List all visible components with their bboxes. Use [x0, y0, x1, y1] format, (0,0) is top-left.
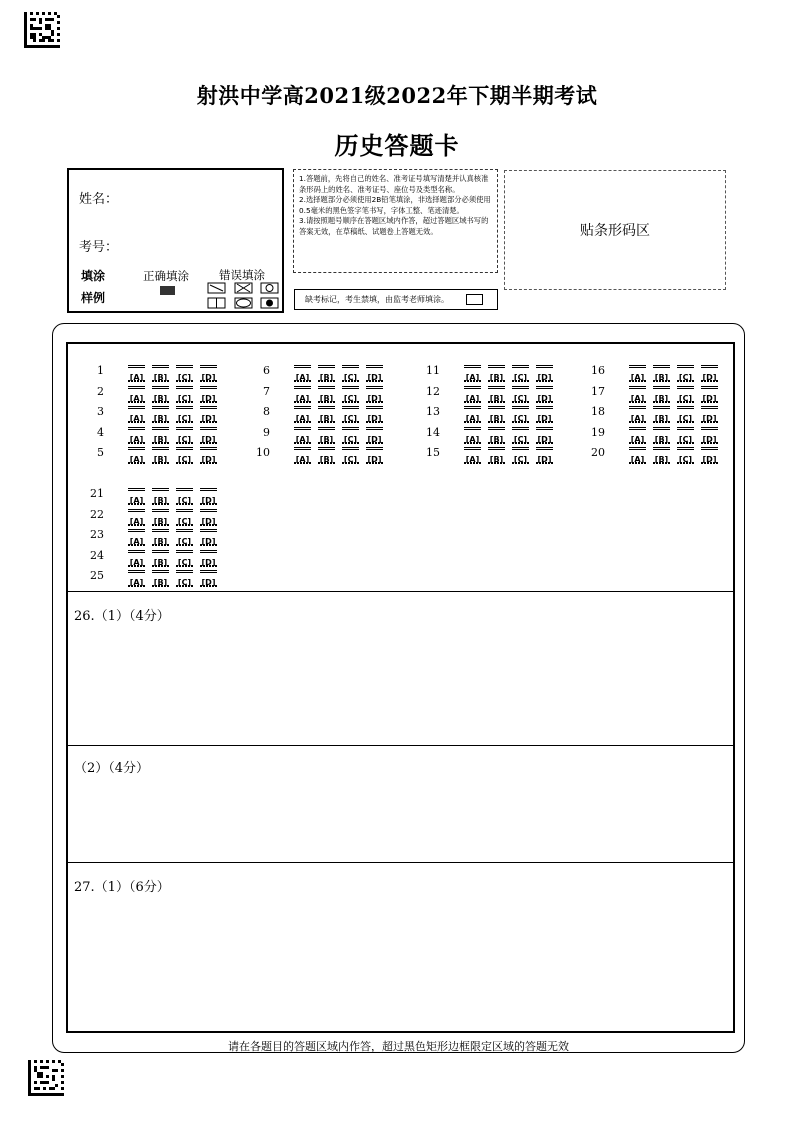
choice-bubble-c[interactable]: [C] — [512, 386, 529, 403]
choice-bubble-d[interactable]: [D] — [200, 427, 217, 444]
choice-bubble-c[interactable]: [C] — [176, 488, 193, 505]
name-label: 姓名： — [79, 192, 119, 207]
choice-bubble-d[interactable]: [D] — [366, 447, 383, 464]
section-divider — [67, 862, 734, 863]
choice-bubble-c[interactable]: [C] — [176, 529, 193, 546]
absent-mark-checkbox[interactable] — [466, 294, 483, 305]
answer-area-26-1[interactable] — [68, 630, 732, 742]
question-26-1-label: 26.（1）（4分） — [74, 609, 170, 624]
question-number: 7 — [263, 384, 270, 398]
choice-bubble-d[interactable]: [D] — [200, 488, 217, 505]
question-number: 14 — [426, 425, 440, 439]
barcode-area — [504, 170, 726, 290]
choice-bubble-b[interactable]: [B] — [653, 427, 670, 444]
choice-bubble-b[interactable]: [B] — [318, 427, 335, 444]
choice-bubble-c[interactable]: [C] — [677, 386, 694, 403]
question-number: 8 — [263, 405, 270, 418]
choice-bubble-c[interactable]: [C] — [342, 427, 359, 444]
choice-bubble-d[interactable]: [D] — [200, 529, 217, 546]
choice-bubble-a[interactable]: [A] — [128, 488, 145, 505]
choice-bubble-d[interactable]: [D] — [701, 406, 718, 423]
question-number: 16 — [591, 364, 605, 377]
choice-bubble-b[interactable]: [B] — [152, 550, 169, 567]
question-number: 15 — [426, 446, 440, 459]
choice-bubble-b[interactable]: [B] — [152, 529, 169, 546]
choice-bubble-d[interactable]: [D] — [366, 386, 383, 403]
choice-bubble-c[interactable]: [C] — [342, 386, 359, 403]
choice-bubble-a[interactable]: [A] — [464, 365, 481, 382]
question-number: 5 — [97, 446, 104, 459]
question-number: 21 — [90, 487, 104, 500]
exam-number-label: 考号： — [79, 240, 119, 255]
question-number: 3 — [97, 405, 104, 418]
choice-bubble-d[interactable]: [D] — [701, 447, 718, 464]
choice-bubble-a[interactable]: [A] — [629, 427, 646, 444]
bottom-qr-code-icon — [28, 1060, 64, 1096]
choice-bubble-a[interactable]: [A] — [294, 447, 311, 464]
choice-bubble-d[interactable]: [D] — [200, 447, 217, 464]
choice-bubble-d[interactable]: [D] — [701, 386, 718, 403]
section-divider — [67, 745, 734, 746]
question-number: 25 — [90, 569, 104, 582]
choice-bubble-c[interactable]: [C] — [176, 447, 193, 464]
choice-bubble-c[interactable]: [C] — [342, 365, 359, 382]
student-info-box — [67, 168, 284, 313]
question-number: 19 — [591, 425, 605, 439]
choice-bubble-d[interactable]: [D] — [701, 427, 718, 444]
question-number: 24 — [90, 548, 104, 562]
question-number: 6 — [263, 364, 270, 377]
choice-bubble-a[interactable]: [A] — [629, 406, 646, 423]
instructions-box — [293, 169, 498, 273]
choice-bubble-b[interactable]: [B] — [152, 365, 169, 382]
choice-bubble-a[interactable]: [A] — [629, 447, 646, 464]
absent-mark-box — [294, 289, 498, 310]
choice-bubble-c[interactable]: [C] — [677, 427, 694, 444]
choice-bubble-c[interactable]: [C] — [176, 550, 193, 567]
question-number: 17 — [591, 384, 605, 398]
choice-bubble-a[interactable]: [A] — [294, 427, 311, 444]
choice-bubble-a[interactable]: [A] — [128, 447, 145, 464]
footer-warning: 请在各题目的答题区域内作答，超过黑色矩形边框限定区域的答题无效 — [228, 1040, 569, 1053]
choice-bubble-a[interactable]: [A] — [464, 386, 481, 403]
instruction-item: 3.请按照题号顺序在答题区域内作答，超过答题区域书写的答案无效，在草稿纸、试题卷上答题无效。 — [299, 216, 489, 236]
choice-bubble-b[interactable]: [B] — [152, 406, 169, 423]
section-divider — [67, 591, 734, 592]
choice-bubble-d[interactable]: [D] — [536, 427, 553, 444]
choice-bubble-a[interactable]: [A] — [128, 529, 145, 546]
choice-bubble-d[interactable]: [D] — [200, 406, 217, 423]
correct-fill-label: 正确填涂 — [143, 269, 189, 283]
choice-bubble-c[interactable]: [C] — [512, 406, 529, 423]
question-number: 13 — [426, 405, 440, 418]
choice-bubble-d[interactable]: [D] — [200, 550, 217, 567]
choice-bubble-b[interactable]: [B] — [318, 386, 335, 403]
choice-bubble-b[interactable]: [B] — [488, 365, 505, 382]
question-number: 9 — [263, 425, 270, 439]
choice-bubble-d[interactable]: [D] — [536, 386, 553, 403]
choice-bubble-d[interactable]: [D] — [536, 406, 553, 423]
choice-bubble-c[interactable]: [C] — [176, 570, 193, 587]
choice-bubble-b[interactable]: [B] — [653, 386, 670, 403]
choice-bubble-c[interactable]: [C] — [512, 427, 529, 444]
choice-bubble-d[interactable]: [D] — [701, 365, 718, 382]
choice-bubble-d[interactable]: [D] — [366, 427, 383, 444]
fill-sample-label-2: 样例 — [81, 291, 106, 305]
choice-bubble-a[interactable]: [A] — [294, 365, 311, 382]
choice-bubble-b[interactable]: [B] — [152, 447, 169, 464]
choice-bubble-b[interactable]: [B] — [318, 406, 335, 423]
choice-bubble-d[interactable]: [D] — [200, 386, 217, 403]
choice-bubble-c[interactable]: [C] — [176, 365, 193, 382]
choice-bubble-c[interactable]: [C] — [342, 447, 359, 464]
choice-bubble-a[interactable]: [A] — [128, 427, 145, 444]
instruction-item: 1.答题前，先将自己的姓名、准考证号填写清楚并认真核准条形码上的姓名、准考证号、座位号及类型名称。 — [299, 174, 489, 194]
choice-bubble-b[interactable]: [B] — [318, 447, 335, 464]
question-27-1-label: 27.（1）（6分） — [74, 880, 170, 895]
answer-area-27-1[interactable] — [68, 900, 732, 1030]
choice-bubble-c[interactable]: [C] — [512, 365, 529, 382]
choice-bubble-b[interactable]: [B] — [318, 365, 335, 382]
choice-bubble-b[interactable]: [B] — [488, 427, 505, 444]
choice-bubble-a[interactable]: [A] — [294, 386, 311, 403]
choice-bubble-a[interactable]: [A] — [128, 509, 145, 526]
question-number: 12 — [426, 384, 440, 398]
choice-bubble-a[interactable]: [A] — [294, 406, 311, 423]
question-26-2-label: （2）（4分） — [74, 761, 150, 776]
exam-title: 射洪中学高2021级2022年下期半期考试 — [196, 83, 598, 108]
choice-bubble-b[interactable]: [B] — [488, 447, 505, 464]
choice-bubble-c[interactable]: [C] — [677, 447, 694, 464]
choice-bubble-d[interactable]: [D] — [366, 365, 383, 382]
choice-bubble-a[interactable]: [A] — [128, 386, 145, 403]
absent-mark-label: 缺考标记，考生禁填，由监考老师填涂。 — [305, 295, 449, 304]
choice-bubble-b[interactable]: [B] — [152, 386, 169, 403]
choice-bubble-c[interactable]: [C] — [176, 509, 193, 526]
choice-bubble-c[interactable]: [C] — [342, 406, 359, 423]
choice-bubble-a[interactable]: [A] — [464, 447, 481, 464]
choice-bubble-d[interactable]: [D] — [536, 365, 553, 382]
choice-bubble-b[interactable]: [B] — [152, 427, 169, 444]
choice-bubble-b[interactable]: [B] — [653, 447, 670, 464]
correct-fill-sample — [160, 286, 175, 295]
choice-bubble-c[interactable]: [C] — [176, 386, 193, 403]
top-qr-code-icon — [24, 12, 60, 48]
choice-bubble-b[interactable]: [B] — [152, 570, 169, 587]
wrong-fill-samples-icon — [207, 282, 279, 310]
answer-area-26-2[interactable] — [68, 780, 732, 860]
choice-bubble-b[interactable]: [B] — [653, 406, 670, 423]
choice-bubble-b[interactable]: [B] — [488, 386, 505, 403]
question-number: 22 — [90, 507, 104, 521]
choice-bubble-c[interactable]: [C] — [677, 406, 694, 423]
choice-bubble-a[interactable]: [A] — [128, 550, 145, 567]
choice-bubble-c[interactable]: [C] — [176, 427, 193, 444]
choice-bubble-d[interactable]: [D] — [200, 570, 217, 587]
choice-bubble-a[interactable]: [A] — [128, 406, 145, 423]
choice-bubble-a[interactable]: [A] — [629, 365, 646, 382]
choice-bubble-c[interactable]: [C] — [176, 406, 193, 423]
wrong-fill-label: 错误填涂 — [219, 268, 265, 282]
question-number: 18 — [591, 405, 605, 418]
question-number: 4 — [97, 425, 104, 439]
choice-bubble-b[interactable]: [B] — [653, 365, 670, 382]
choice-bubble-a[interactable]: [A] — [128, 570, 145, 587]
fill-sample-label-1: 填涂 — [81, 269, 106, 283]
instruction-item: 2.选择题部分必须使用2B铅笔填涂，非选择题部分必须使用0.5毫米的黑色签字笔书写，字体工整、笔迹清楚。 — [299, 195, 491, 215]
choice-bubble-c[interactable]: [C] — [512, 447, 529, 464]
question-number: 11 — [426, 364, 440, 377]
choice-bubble-a[interactable]: [A] — [464, 427, 481, 444]
question-number: 10 — [256, 446, 270, 459]
choice-bubble-d[interactable]: [D] — [200, 509, 217, 526]
question-number: 2 — [97, 384, 104, 398]
choice-bubble-b[interactable]: [B] — [152, 509, 169, 526]
choice-bubble-d[interactable]: [D] — [200, 365, 217, 382]
card-subtitle: 历史答题卡 — [334, 131, 460, 160]
choice-bubble-d[interactable]: [D] — [366, 406, 383, 423]
barcode-area-label: 贴条形码区 — [580, 223, 650, 239]
choice-bubble-b[interactable]: [B] — [488, 406, 505, 423]
choice-bubble-a[interactable]: [A] — [128, 365, 145, 382]
choice-bubble-c[interactable]: [C] — [677, 365, 694, 382]
question-number: 23 — [90, 528, 104, 541]
question-number: 1 — [97, 364, 104, 377]
choice-bubble-a[interactable]: [A] — [464, 406, 481, 423]
choice-bubble-b[interactable]: [B] — [152, 488, 169, 505]
question-number: 20 — [591, 446, 605, 459]
choice-bubble-d[interactable]: [D] — [536, 447, 553, 464]
choice-bubble-a[interactable]: [A] — [629, 386, 646, 403]
